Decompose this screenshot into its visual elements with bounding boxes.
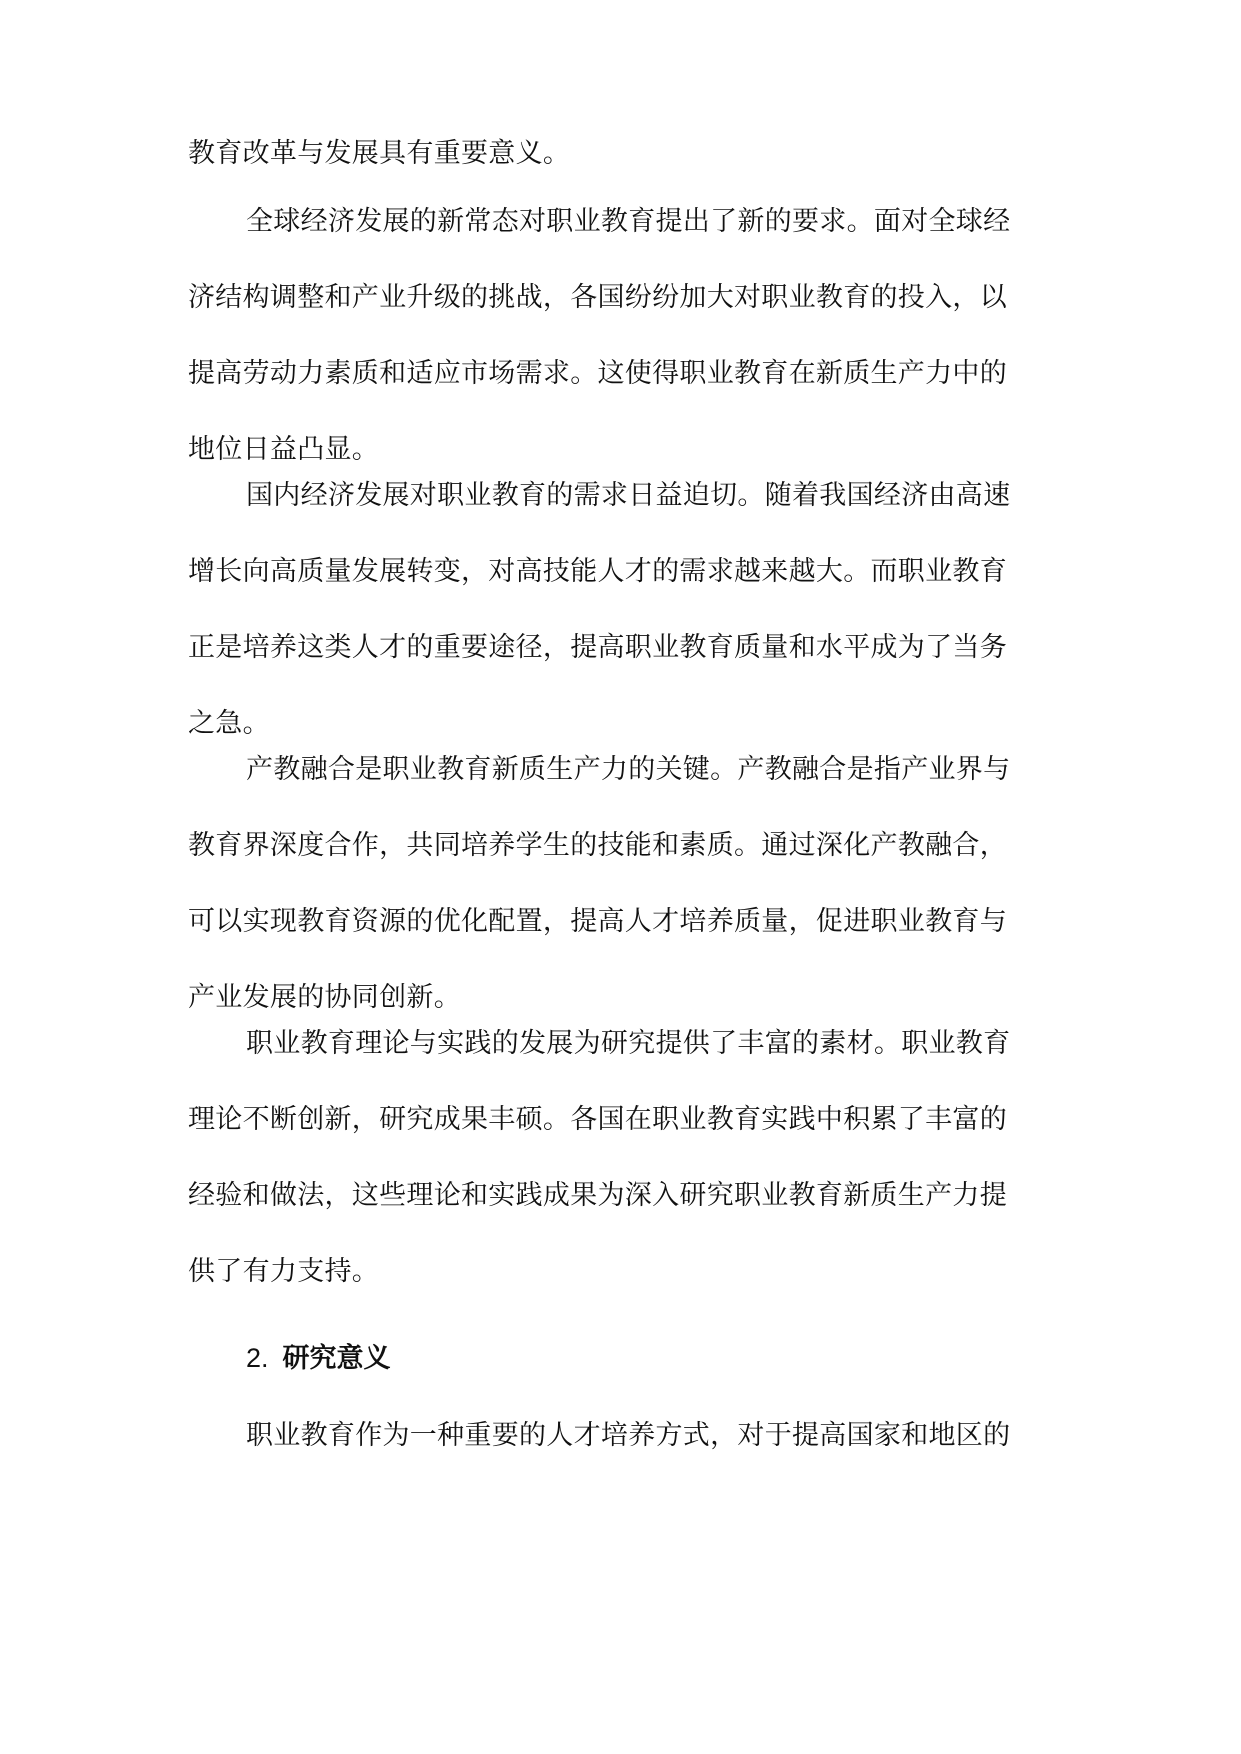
paragraph-line: 理论不断创新，研究成果丰硕。各国在职业教育实践中积累了丰富的 — [188, 1104, 1007, 1135]
paragraph-line: 教育界深度合作，共同培养学生的技能和素质。通过深化产教融合， — [188, 830, 1007, 861]
paragraph-line: 增长向高质量发展转变，对高技能人才的需求越来越大。而职业教育 — [188, 556, 1007, 587]
paragraph-line: 职业教育作为一种重要的人才培养方式，对于提高国家和地区的 — [246, 1420, 1011, 1451]
paragraph-line: 济结构调整和产业升级的挑战，各国纷纷加大对职业教育的投入，以 — [188, 282, 1007, 313]
paragraph-line: 可以实现教育资源的优化配置，提高人才培养质量，促进职业教育与 — [188, 906, 1007, 937]
paragraph-line: 经验和做法，这些理论和实践成果为深入研究职业教育新质生产力提 — [188, 1180, 1007, 1211]
section-heading — [246, 1320, 391, 1397]
paragraph-line: 产教融合是职业教育新质生产力的关键。产教融合是指产业界与 — [246, 754, 1011, 785]
paragraph-line: 地位日益凸显。 — [188, 434, 380, 465]
paragraph-significance — [188, 1398, 1058, 1474]
paragraph-line: 职业教育理论与实践的发展为研究提供了丰富的素材。职业教育 — [246, 1028, 1011, 1059]
paragraph-line: 正是培养这类人才的重要途径，提高职业教育质量和水平成为了当务 — [188, 632, 1007, 663]
paragraph-global-economy — [188, 184, 1058, 488]
paragraph-theory-practice — [188, 1006, 1058, 1310]
section-title: 研究意义 — [282, 1343, 391, 1374]
paragraph-line: 供了有力支持。 — [188, 1256, 380, 1287]
paragraph-line: 全球经济发展的新常态对职业教育提出了新的要求。面对全球经 — [246, 206, 1011, 237]
paragraph-line: 产业发展的协同创新。 — [188, 982, 461, 1013]
paragraph-industry-education — [188, 732, 1058, 1036]
paragraph-continuation — [188, 116, 1058, 192]
section-number: 2. — [246, 1343, 269, 1373]
paragraph-line: 提高劳动力素质和适应市场需求。这使得职业教育在新质生产力中的 — [188, 358, 1007, 389]
paragraph-domestic-economy — [188, 458, 1058, 762]
paragraph-line: 国内经济发展对职业教育的需求日益迫切。随着我国经济由高速 — [246, 480, 1011, 511]
paragraph-line: 之急。 — [188, 708, 270, 739]
paragraph-line: 教育改革与发展具有重要意义。 — [188, 138, 571, 169]
